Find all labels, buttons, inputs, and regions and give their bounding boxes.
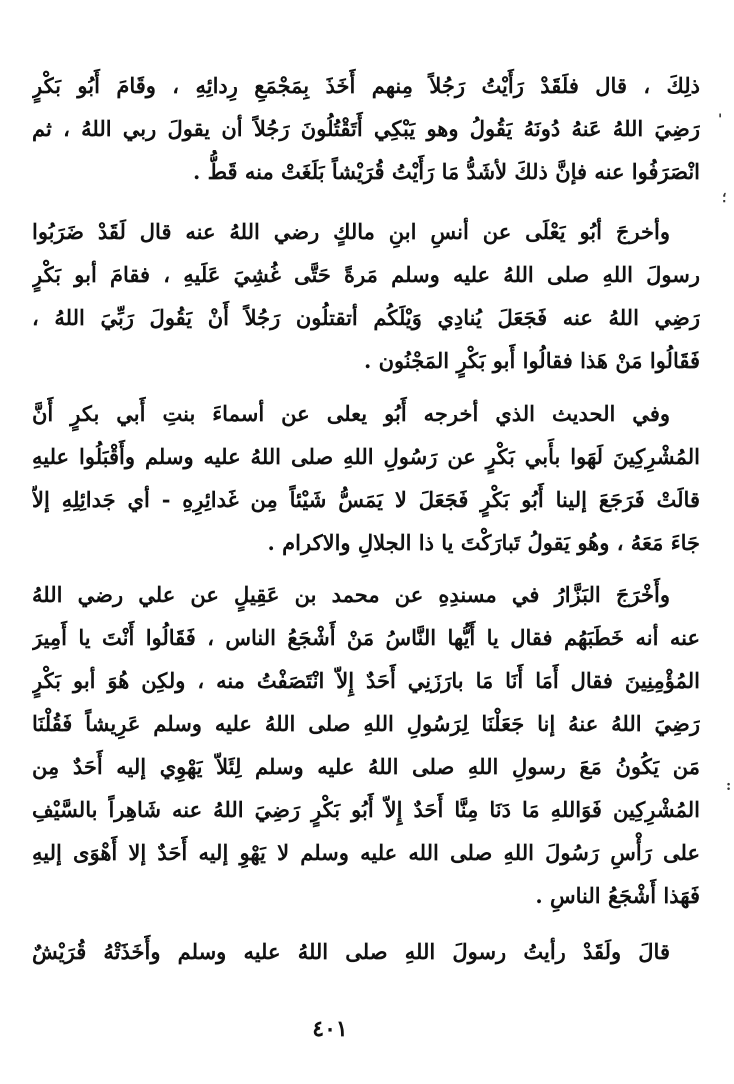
text-line: مَن يَكُونُ مَعَ رسولِ اللهِ صلى اللهُ عليه وسلم لِئَلاّ يَهْوِي إليه أَحَدٌ مِن <box>32 754 700 779</box>
text-line: على رَأْسِ رَسُولَ اللهِ صلى الله عليه وسلم لا يَهْوِ إليه أَحَدٌ إلا أَهْوَى إليهِ <box>32 840 700 865</box>
paragraph-4 <box>32 573 700 917</box>
text-line: وأَخْرَجَ البَزَّارُ في مسندِهِ عن محمد بن عَقِيلٍ عن علي رضي اللهُ <box>32 582 670 607</box>
paragraph-3 <box>32 392 700 564</box>
page-number: ٤٠١ <box>312 1016 348 1042</box>
text-line: عنه أنه خَطَبَهُم فقال يا أَيُّها النَّاسُ مَنْ أَشْجَعُ الناس ، فَقَالُوا أَنْتَ يا أَمِيرَ <box>32 625 700 650</box>
text-line: المُشْرِكِين فَوَاللهِ مَا دَنَا مِنَّا أَحَدٌ إِلاّ أَبُو بَكْرٍ رَضِيَ اللهُ عنه شَاهِراً بالسَّيْفِ <box>32 797 700 822</box>
text-line: فَقَالُوا مَنْ هَذا فقالُوا أَبو بَكْرٍ المَجْنُون . <box>363 348 700 373</box>
text-line: رَضِيَ اللهُ عنهُ إنا جَعَلْنَا لِرَسُولِ اللهِ صلى اللهُ عليه وسلم عَرِيشاً فَقُلْنَا <box>32 711 700 736</box>
text-line: المُؤْمِنِينَ فقال أَمَا أَنَا مَا بارَزَنِي أَحَدٌ إِلاّ انْتَصَفْتُ منه ، ولكِن هُوَ أبو بَكْرٍ <box>32 668 700 693</box>
text-line: ذلِكَ ، قال فلَقَدْ رَأَيْتُ رَجُلاً مِنهم أَخَذَ بِمَجْمَعِ رِدائِهِ ، وقَامَ أَبُو بَكْرٍ <box>32 73 700 98</box>
paragraph-2 <box>32 210 700 382</box>
text-line: فَهَذا أَشْجَعُ الناسِ . <box>535 883 700 908</box>
text-line: وأخرجَ أبُو يَعْلَى عن أنسِ ابنِ مالكٍ رضي اللهُ عنه قال لَقَدْ ضَرَبُوا <box>32 219 670 244</box>
margin-mark: ؛ <box>722 190 727 206</box>
text-line: رسولَ اللهِ صلى اللهُ عليه وسلم مَرةً حَتَّى غُشِيَ عَلَيهِ ، فقامَ أبو بَكْرٍ <box>32 262 700 287</box>
text-line: انْصَرَفُوا عنه فإنَّ ذلكَ لأشَدُّ مَا رَأَيْتُ قُرَيْشاً بَلَغَتْ منه قَطُّ . <box>192 159 700 184</box>
text-line: المُشْرِكِينَ لَهَوا بأَبي بَكْرٍ عن رَسُولِ اللهِ صلى اللهُ عليه وسلم وأَقْبَلُوا عليهِ <box>32 444 700 469</box>
text-line: رَضِيَ اللهُ عَنهُ دُونَهُ يَقُولُ وهو يَبْكِي أَتَقْتُلُونَ رَجُلاً أن يقولَ ربي اللهُ ، ثم <box>32 116 700 141</box>
text-line: جَاءَ مَعَهُ ، وهُو يَقولُ تَبارَكْتَ يا ذا الجلالِ والاكرام . <box>267 530 700 555</box>
margin-mark: ' <box>718 112 723 128</box>
text-line: قالَ ولَقَدْ رأيتُ رسولَ اللهِ صلى اللهُ عليه وسلم وأَخَذَتْهُ قُرَيْشٌ <box>32 939 670 964</box>
text-line: قالَتْ فَرَجَعَ إلينا أَبُو بَكْرٍ فَجَعَلَ لا يَمَسُّ شَيْئاً مِن غَدائِرِهِ - أي جَدائِلِهِ إلاّ <box>32 487 700 512</box>
text-line: وفي الحديث الذي أخرجه أَبُو يعلى عن أسماءَ بنتِ أَبي بكرٍ أَنَّ <box>32 401 670 426</box>
margin-mark: : <box>726 778 732 794</box>
paragraph-1 <box>32 64 700 193</box>
text-line: رَضِي اللهُ عنه فَجَعَلَ يُنادِي وَيْلَكُم أتقتلُون رَجُلاً أَنْ يَقُولَ رَبِّيَ اللهُ ، <box>32 305 700 330</box>
paragraph-5 <box>32 930 700 973</box>
